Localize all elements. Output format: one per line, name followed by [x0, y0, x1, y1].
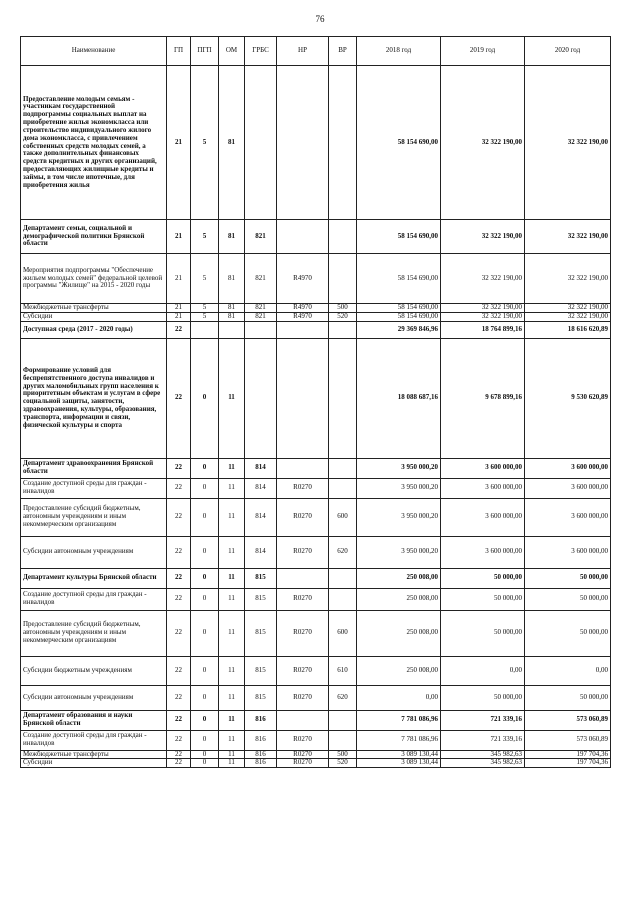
row-nr [277, 338, 329, 458]
table-row [21, 710, 611, 730]
row-amount-2019: 18 764 899,16 [441, 321, 525, 338]
row-om: 81 [219, 254, 245, 304]
row-pgp: 0 [191, 730, 219, 750]
table-row [21, 478, 611, 498]
header-pgp: ПГП [191, 37, 219, 66]
table-row [21, 588, 611, 610]
row-amount-2018: 29 369 846,96 [357, 321, 441, 338]
row-amount-2018: 18 088 687,16 [357, 338, 441, 458]
row-name: Создание доступной среды для граждан - инвалидов [21, 588, 167, 610]
row-gp: 22 [167, 656, 191, 685]
row-vr [329, 588, 357, 610]
row-vr [329, 66, 357, 220]
row-om: 81 [219, 220, 245, 254]
row-amount-2019: 721 339,16 [441, 710, 525, 730]
row-grbs [245, 321, 277, 338]
row-amount-2020: 32 322 190,00 [525, 304, 611, 313]
row-amount-2019: 9 678 899,16 [441, 338, 525, 458]
row-vr: 500 [329, 304, 357, 313]
row-grbs: 815 [245, 656, 277, 685]
row-gp: 22 [167, 759, 191, 768]
row-nr: R0270 [277, 730, 329, 750]
row-grbs: 815 [245, 685, 277, 710]
row-nr [277, 458, 329, 478]
row-om: 11 [219, 610, 245, 656]
row-pgp: 0 [191, 750, 219, 759]
row-amount-2020: 573 060,89 [525, 710, 611, 730]
row-amount-2019: 3 600 000,00 [441, 536, 525, 568]
row-vr: 620 [329, 536, 357, 568]
row-amount-2019: 50 000,00 [441, 588, 525, 610]
header-gp: ГП [167, 37, 191, 66]
row-amount-2019: 50 000,00 [441, 610, 525, 656]
row-grbs: 821 [245, 254, 277, 304]
row-grbs: 815 [245, 588, 277, 610]
row-amount-2018: 3 950 000,20 [357, 498, 441, 536]
row-gp: 22 [167, 568, 191, 588]
row-nr [277, 710, 329, 730]
row-vr [329, 710, 357, 730]
row-pgp: 0 [191, 536, 219, 568]
row-name: Доступная среда (2017 - 2020 годы) [21, 321, 167, 338]
row-amount-2019: 345 982,63 [441, 750, 525, 759]
row-om: 11 [219, 498, 245, 536]
table-row [21, 759, 611, 768]
table-row [21, 730, 611, 750]
row-name: Межбюджетные трансферты [21, 304, 167, 313]
row-grbs: 816 [245, 750, 277, 759]
row-vr [329, 458, 357, 478]
row-gp: 21 [167, 254, 191, 304]
header-vr: ВР [329, 37, 357, 66]
row-vr [329, 478, 357, 498]
row-pgp [191, 321, 219, 338]
row-grbs: 816 [245, 759, 277, 768]
row-vr [329, 730, 357, 750]
row-amount-2018: 7 781 086,96 [357, 730, 441, 750]
table-row [21, 304, 611, 313]
row-om: 11 [219, 478, 245, 498]
row-name: Предоставление субсидий бюджетным, автономным учреждениям и иным некоммерческим организациям [21, 610, 167, 656]
row-pgp: 0 [191, 759, 219, 768]
row-nr: R4970 [277, 254, 329, 304]
row-om: 11 [219, 730, 245, 750]
row-gp: 22 [167, 750, 191, 759]
row-vr: 500 [329, 750, 357, 759]
row-vr: 520 [329, 312, 357, 321]
row-amount-2020: 32 322 190,00 [525, 312, 611, 321]
row-gp: 22 [167, 338, 191, 458]
row-amount-2020: 9 530 620,89 [525, 338, 611, 458]
row-amount-2020: 50 000,00 [525, 685, 611, 710]
row-om: 81 [219, 304, 245, 313]
header-row [21, 37, 611, 66]
row-amount-2019: 32 322 190,00 [441, 66, 525, 220]
row-amount-2019: 32 322 190,00 [441, 312, 525, 321]
row-amount-2018: 250 008,00 [357, 588, 441, 610]
table-row [21, 568, 611, 588]
row-name: Мероприятия подпрограммы "Обеспечение жильем молодых семей" федеральной целевой программы "Жилище" на 2015 - 2020 годы [21, 254, 167, 304]
row-grbs: 814 [245, 458, 277, 478]
row-amount-2018: 3 950 000,20 [357, 458, 441, 478]
row-pgp: 0 [191, 478, 219, 498]
row-om: 11 [219, 338, 245, 458]
row-pgp: 0 [191, 610, 219, 656]
row-nr [277, 568, 329, 588]
row-name: Субсидии автономным учреждениям [21, 685, 167, 710]
row-nr: R0270 [277, 478, 329, 498]
row-om: 11 [219, 568, 245, 588]
row-vr [329, 220, 357, 254]
row-amount-2019: 0,00 [441, 656, 525, 685]
table-row [21, 220, 611, 254]
table-row [21, 312, 611, 321]
row-amount-2018: 3 950 000,20 [357, 536, 441, 568]
row-amount-2018: 58 154 690,00 [357, 312, 441, 321]
row-amount-2018: 58 154 690,00 [357, 220, 441, 254]
table-row [21, 536, 611, 568]
row-om: 11 [219, 656, 245, 685]
row-name: Межбюджетные трансферты [21, 750, 167, 759]
row-nr: R0270 [277, 610, 329, 656]
row-name: Департамент семьи, социальной и демографической политики Брянской области [21, 220, 167, 254]
header-om: ОМ [219, 37, 245, 66]
row-gp: 22 [167, 498, 191, 536]
table-row [21, 750, 611, 759]
row-om: 11 [219, 710, 245, 730]
row-amount-2018: 3 089 130,44 [357, 750, 441, 759]
row-amount-2018: 58 154 690,00 [357, 304, 441, 313]
row-nr: R0270 [277, 685, 329, 710]
header-2020: 2020 год [525, 37, 611, 66]
row-pgp: 5 [191, 254, 219, 304]
row-pgp: 0 [191, 685, 219, 710]
page-number: 76 [315, 14, 325, 24]
row-amount-2020: 3 600 000,00 [525, 536, 611, 568]
row-om: 81 [219, 312, 245, 321]
row-om: 11 [219, 536, 245, 568]
row-amount-2019: 32 322 190,00 [441, 304, 525, 313]
row-amount-2020: 3 600 000,00 [525, 498, 611, 536]
row-om: 11 [219, 685, 245, 710]
row-gp: 22 [167, 458, 191, 478]
row-name: Субсидии автономным учреждениям [21, 536, 167, 568]
row-amount-2019: 3 600 000,00 [441, 478, 525, 498]
row-nr: R4970 [277, 312, 329, 321]
row-grbs: 816 [245, 730, 277, 750]
row-grbs [245, 66, 277, 220]
row-grbs: 815 [245, 610, 277, 656]
row-amount-2018: 3 950 000,20 [357, 478, 441, 498]
row-vr: 600 [329, 498, 357, 536]
table-row [21, 498, 611, 536]
row-name: Предоставление молодым семьям - участникам государственной подпрограммы социальных выплат на приобретение жилья экономкласса или строительство индивидуального жилого дома экономкласса, с привлечением собственных средств молодых семей, а также дополнительных финансовых средств кредитных и других организаций, предоставляющих жилищные кредиты и займы, в том числе ипотечные, для приобретения жилья [21, 66, 167, 220]
row-vr: 620 [329, 685, 357, 710]
row-amount-2019: 3 600 000,00 [441, 458, 525, 478]
row-amount-2018: 58 154 690,00 [357, 254, 441, 304]
row-amount-2020: 32 322 190,00 [525, 220, 611, 254]
row-grbs: 821 [245, 220, 277, 254]
row-pgp: 0 [191, 458, 219, 478]
row-nr: R0270 [277, 498, 329, 536]
row-amount-2019: 3 600 000,00 [441, 498, 525, 536]
table-row [21, 66, 611, 220]
row-grbs: 815 [245, 568, 277, 588]
row-pgp: 0 [191, 656, 219, 685]
row-name: Департамент здравоохранения Брянской области [21, 458, 167, 478]
row-amount-2018: 0,00 [357, 685, 441, 710]
row-gp: 22 [167, 685, 191, 710]
row-gp: 22 [167, 730, 191, 750]
row-vr [329, 568, 357, 588]
row-vr: 610 [329, 656, 357, 685]
row-pgp: 0 [191, 588, 219, 610]
row-gp: 21 [167, 220, 191, 254]
row-pgp: 5 [191, 220, 219, 254]
row-amount-2020: 32 322 190,00 [525, 254, 611, 304]
row-nr [277, 321, 329, 338]
row-nr: R0270 [277, 750, 329, 759]
row-amount-2020: 573 060,89 [525, 730, 611, 750]
table-row [21, 685, 611, 710]
row-amount-2019: 50 000,00 [441, 568, 525, 588]
row-grbs: 821 [245, 304, 277, 313]
budget-table [20, 36, 611, 768]
row-grbs: 814 [245, 498, 277, 536]
row-gp: 22 [167, 610, 191, 656]
row-gp: 22 [167, 588, 191, 610]
row-pgp: 5 [191, 312, 219, 321]
row-name: Департамент культуры Брянской области [21, 568, 167, 588]
header-2019: 2019 год [441, 37, 525, 66]
row-nr: R0270 [277, 588, 329, 610]
row-grbs: 814 [245, 478, 277, 498]
row-amount-2019: 345 982,63 [441, 759, 525, 768]
row-om: 11 [219, 759, 245, 768]
row-amount-2020: 197 704,36 [525, 759, 611, 768]
table-row [21, 338, 611, 458]
row-om [219, 321, 245, 338]
row-pgp: 0 [191, 710, 219, 730]
row-nr [277, 220, 329, 254]
row-grbs [245, 338, 277, 458]
row-nr: R0270 [277, 536, 329, 568]
row-name: Создание доступной среды для граждан - инвалидов [21, 730, 167, 750]
row-name: Создание доступной среды для граждан - инвалидов [21, 478, 167, 498]
table-row [21, 656, 611, 685]
row-nr [277, 66, 329, 220]
row-amount-2019: 32 322 190,00 [441, 220, 525, 254]
row-amount-2020: 50 000,00 [525, 588, 611, 610]
row-grbs: 821 [245, 312, 277, 321]
header-2018: 2018 год [357, 37, 441, 66]
row-pgp: 0 [191, 568, 219, 588]
row-name: Департамент образования и науки Брянской области [21, 710, 167, 730]
row-vr [329, 338, 357, 458]
row-om: 11 [219, 458, 245, 478]
table-row [21, 254, 611, 304]
row-amount-2020: 3 600 000,00 [525, 458, 611, 478]
row-amount-2019: 50 000,00 [441, 685, 525, 710]
row-amount-2019: 721 339,16 [441, 730, 525, 750]
row-om: 11 [219, 588, 245, 610]
row-amount-2020: 197 704,36 [525, 750, 611, 759]
header-name: Наименование [21, 37, 167, 66]
row-amount-2020: 3 600 000,00 [525, 478, 611, 498]
row-amount-2018: 3 089 130,44 [357, 759, 441, 768]
row-om: 81 [219, 66, 245, 220]
row-gp: 21 [167, 312, 191, 321]
row-pgp: 0 [191, 498, 219, 536]
header-nr: НР [277, 37, 329, 66]
row-amount-2020: 50 000,00 [525, 610, 611, 656]
row-gp: 22 [167, 321, 191, 338]
row-amount-2020: 18 616 620,89 [525, 321, 611, 338]
row-name: Предоставление субсидий бюджетным, автономным учреждениям и иным некоммерческим организациям [21, 498, 167, 536]
row-gp: 22 [167, 478, 191, 498]
row-vr: 600 [329, 610, 357, 656]
row-grbs: 816 [245, 710, 277, 730]
row-grbs: 814 [245, 536, 277, 568]
row-amount-2018: 58 154 690,00 [357, 66, 441, 220]
row-pgp: 0 [191, 338, 219, 458]
row-amount-2018: 250 008,00 [357, 610, 441, 656]
row-nr: R0270 [277, 759, 329, 768]
table-row [21, 458, 611, 478]
row-name: Субсидии бюджетным учреждениям [21, 656, 167, 685]
row-nr: R0270 [277, 656, 329, 685]
row-om: 11 [219, 750, 245, 759]
row-vr: 520 [329, 759, 357, 768]
row-amount-2019: 32 322 190,00 [441, 254, 525, 304]
header-grbs: ГРБС [245, 37, 277, 66]
row-vr [329, 321, 357, 338]
row-vr [329, 254, 357, 304]
row-nr: R4970 [277, 304, 329, 313]
row-amount-2018: 250 008,00 [357, 568, 441, 588]
row-amount-2020: 32 322 190,00 [525, 66, 611, 220]
row-amount-2018: 250 008,00 [357, 656, 441, 685]
table-row [21, 321, 611, 338]
row-gp: 21 [167, 304, 191, 313]
row-amount-2020: 50 000,00 [525, 568, 611, 588]
row-gp: 22 [167, 710, 191, 730]
table-row [21, 610, 611, 656]
row-pgp: 5 [191, 66, 219, 220]
row-name: Субсидии [21, 759, 167, 768]
row-amount-2020: 0,00 [525, 656, 611, 685]
row-name: Субсидии [21, 312, 167, 321]
row-name: Формирование условий для беспрепятственного доступа инвалидов и других маломобильных групп населения к приоритетным объектам и услугам в сфере социальной защиты, занятости, здравоохранения, культуры, образования, транспорта, информации и связи, физической культуры и спорта [21, 338, 167, 458]
row-gp: 22 [167, 536, 191, 568]
row-amount-2018: 7 781 086,96 [357, 710, 441, 730]
row-gp: 21 [167, 66, 191, 220]
row-pgp: 5 [191, 304, 219, 313]
